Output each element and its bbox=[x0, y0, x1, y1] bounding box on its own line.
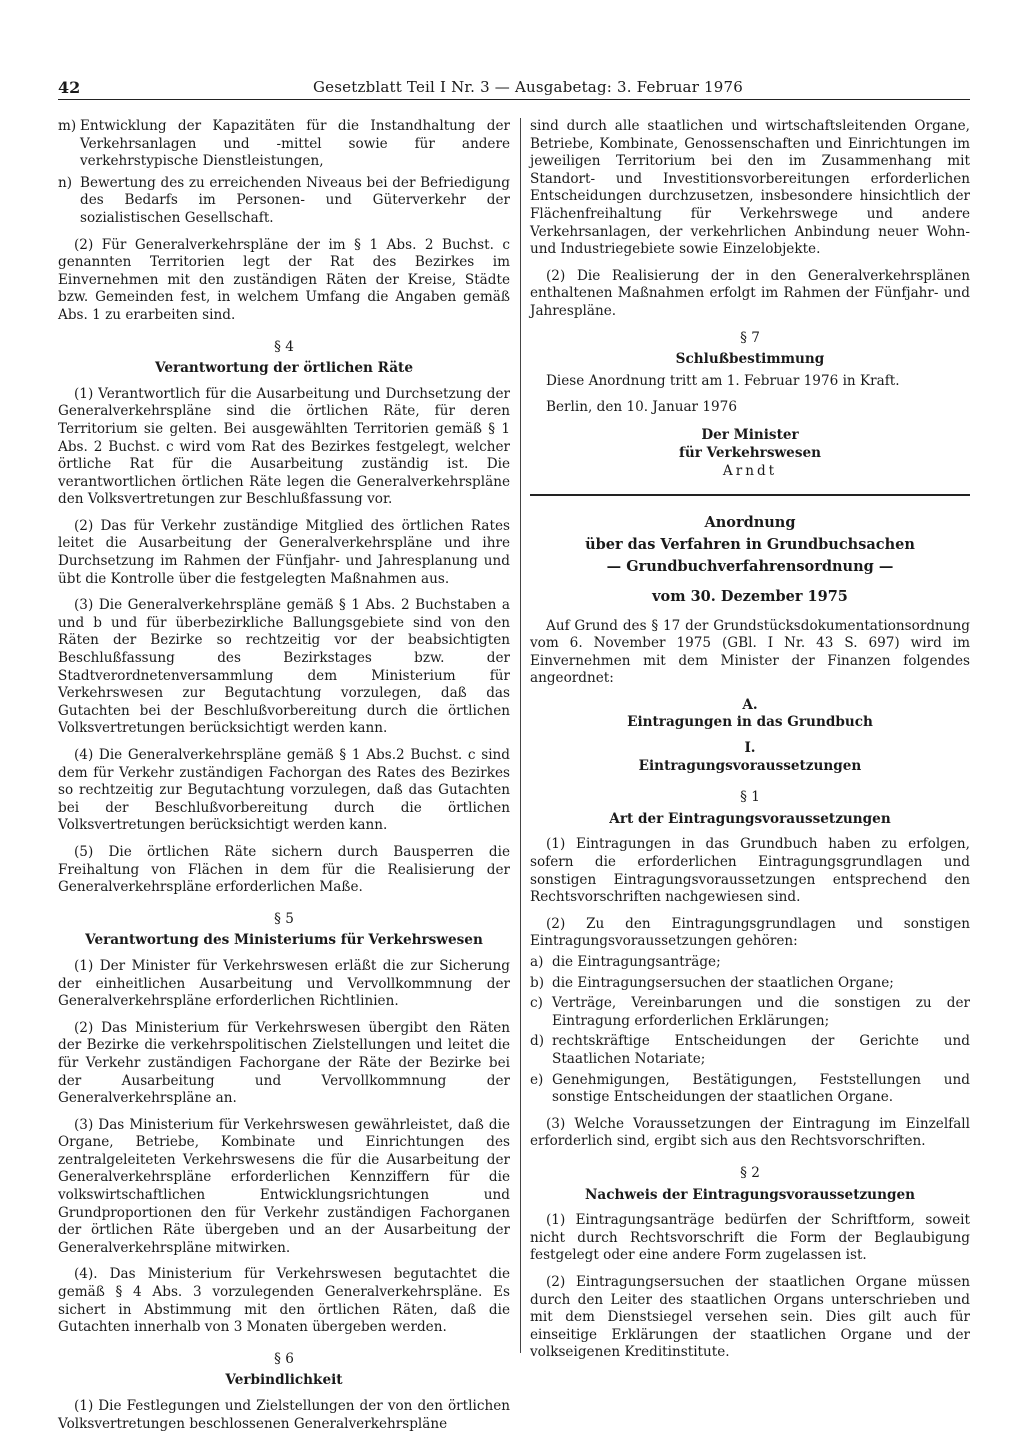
list-marker: c) bbox=[530, 995, 543, 1012]
part-heading: Eintragungen in das Grundbuch bbox=[627, 714, 873, 731]
paragraph: (2) Für Generalverkehrspläne der im § 1 Abs. 2 Buchst. c genannten Territorien legt der Rat des Bezirkes im Einvernehmen mit den zuständigen Räten der Kreise, Städte bzw. Gemeinden fest, in welchem Umfang die Angaben gemäß Abs. 1 zu erarbeiten sind. bbox=[58, 236, 510, 323]
paragraph: (2) Zu den Eintragungsgrundlagen und sonstigen Eintragungsvoraussetzungen gehören: bbox=[530, 915, 970, 950]
left-column bbox=[58, 118, 510, 1442]
signatory-title: Der Minister bbox=[701, 426, 799, 443]
section-heading: Verbindlichkeit bbox=[225, 1372, 343, 1389]
list-marker: n) bbox=[58, 174, 73, 191]
section-number: § 4 bbox=[274, 338, 294, 355]
title-line: Anordnung bbox=[704, 513, 796, 531]
paragraph: (3) Das Ministerium für Verkehrswesen gewährleistet, daß die Organe, Betriebe, Kombinate und Einrichtungen des zentralgeleiteten Verkehrswesens die für die Ausarbeitung der Generalverkehrspläne erforderlichen Kennziffern für die volkswirtschaftlichen Entwicklungsrichtungen und Grundproportionen den für Verkehr zuständigen Fachorganen der örtlichen Räte übergeben und an der Ausarbeitung der Generalverkehrspläne mitwirken. bbox=[58, 1116, 510, 1256]
paragraph: (2) Eintragungsersuchen der staatlichen Organe müssen durch den Leiter des staatlichen Organs unterschrieben und mit dem Dienstsiegel versehen sein. Dies gilt auch für einseitige Erklärungen der staatlichen Organe und der volkseigenen Kreditinstitute. bbox=[530, 1273, 970, 1361]
paragraph: (1) Die Festlegungen und Zielstellungen der von den örtlichen Volksvertretungen beschlossenen Generalverkehrspläne bbox=[58, 1398, 510, 1432]
list-item bbox=[530, 1033, 970, 1068]
column-divider bbox=[520, 118, 521, 1353]
running-head: Gesetzblatt Teil I Nr. 3 — Ausgabetag: 3. Februar 1976 bbox=[313, 78, 744, 96]
document-date: vom 30. Dezember 1975 bbox=[652, 587, 848, 605]
place-date: Berlin, den 10. Januar 1976 bbox=[546, 399, 737, 416]
chapter-number: I. bbox=[744, 740, 756, 757]
title-line: über das Verfahren in Grundbuchsachen bbox=[585, 535, 915, 553]
list-item bbox=[530, 995, 970, 1030]
paragraph: (1) Eintragungen in das Grundbuch haben zu erfolgen, sofern die erforderlichen Eintragungsgrundlagen und sonstigen Eintragungsvoraussetzungen entsprechend den Rechtsvorschriften nachgewiesen sind. bbox=[530, 836, 970, 906]
signature-block bbox=[530, 426, 970, 480]
list-marker: e) bbox=[530, 1071, 544, 1088]
title-line: — Grundbuchverfahrensordnung — bbox=[606, 557, 894, 575]
section-heading: Verantwortung des Ministeriums für Verkehrswesen bbox=[85, 932, 483, 949]
paragraph: (5) Die örtlichen Räte sichern durch Bausperren die Freihaltung von Flächen in dem für die Realisierung der Generalverkehrspläne erforderlichen Maße. bbox=[58, 843, 510, 896]
document-title bbox=[530, 512, 970, 578]
list-item-text: die Eintragungsersuchen der staatlichen Organe; bbox=[552, 974, 894, 991]
header-rule bbox=[58, 99, 970, 100]
section-number: § 2 bbox=[740, 1164, 760, 1181]
paragraph: (1) Eintragungsanträge bedürfen der Schriftform, soweit nicht durch Rechtsvorschrift die Form der Beglaubigung festgelegt oder eine andere Form zugelassen ist. bbox=[530, 1212, 970, 1264]
chapter-heading: Eintragungsvoraussetzungen bbox=[638, 757, 862, 774]
list-item bbox=[530, 975, 970, 993]
list-marker: m) bbox=[58, 118, 77, 134]
paragraph: sind durch alle staatlichen und wirtschaftsleitenden Organe, Betriebe, Kombinate, Genossenschaften und Einrichtungen im jeweiligen Territorium bei den im Zusammenhang mit Standort- und Investitionsvorbereitungen erforderlichen Entscheidungen durchzusetzen, insbesondere hinsichtlich der Flächenfreihaltung für Verkehrswege und andere Verkehrsanlagen, der verkehrlichen Anbindung neuer Wohn- und Industriegebiete sowie Einzelobjekte. bbox=[530, 118, 970, 258]
list-item-text: Verträge, Vereinbarungen und die sonstigen zu der Eintragung erforderlichen Erklärungen; bbox=[552, 995, 970, 1029]
list-item bbox=[530, 1072, 970, 1107]
paragraph: Diese Anordnung tritt am 1. Februar 1976 in Kraft. bbox=[546, 372, 900, 389]
section-number: § 7 bbox=[740, 329, 760, 346]
paragraph: (1) Der Minister für Verkehrswesen erläßt die zur Sicherung der einheitlichen Ausarbeitung und Vervollkommnung der Generalverkehrspläne erforderlichen Richtlinien. bbox=[58, 957, 510, 1010]
section-number: § 6 bbox=[274, 1350, 294, 1367]
right-column bbox=[530, 118, 970, 1371]
paragraph: (4). Das Ministerium für Verkehrswesen begutachtet die gemäß § 4 Abs. 3 vorzulegenden Generalverkehrspläne. Es sichert in Abstimmung mit den örtlichen Räten, daß die Gutachten innerhalb von 3 Monaten übergeben werden. bbox=[58, 1266, 510, 1336]
list-item bbox=[530, 954, 970, 972]
part-number: A. bbox=[742, 696, 758, 713]
section-number: § 1 bbox=[740, 789, 760, 806]
paragraph: (1) Verantwortlich für die Ausarbeitung und Durchsetzung der Generalverkehrspläne sind die örtlichen Räte, für deren Territorium sie gelten. Bei ausgewählten Territorien gemäß § 1 Abs. 2 Buchst. c wird vom Rat des Bezirkes festgelegt, welcher örtliche Rat für die Ausarbeitung zuständig ist. Die verantwortlichen örtlichen Räte legen die Generalverkehrspläne den Volksvertretungen zur Beschlußfassung vor. bbox=[58, 385, 510, 508]
section-heading: Verantwortung der örtlichen Räte bbox=[155, 360, 413, 377]
paragraph: (3) Die Generalverkehrspläne gemäß § 1 Abs. 2 Buchstaben a und b und für überbezirkliche Ballungsgebiete sind von den Räten der Bezirke so rechtzeitig vor der beabsichtigten Beschlußfassung des Bezirkstages bzw. der Stadtverordnetenversammlung dem Ministerium für Verkehrswesen zur Begutachtung vorzulegen, daß das Gutachten bei der Beschlußvorbereitung durch die örtlichen Volksvertretungen berücksichtigt werden kann. bbox=[58, 597, 510, 737]
paragraph: (2) Das Ministerium für Verkehrswesen übergibt den Räten der Bezirke die verkehrspolitischen Zielstellungen und leitet die für Verkehr zuständigen Fachorgane der Räte der Bezirke bei der Ausarbeitung und Vervollkommnung der Generalverkehrspläne an. bbox=[58, 1019, 510, 1107]
list-item bbox=[58, 175, 510, 228]
signatory-ministry: für Verkehrswesen bbox=[678, 444, 822, 461]
list-marker: a) bbox=[530, 954, 544, 970]
list-item-text: Bewertung des zu erreichenden Niveaus bei der Befriedigung des Bedarfs im Personen- und Güterverkehr der sozialistischen Gesellschaft. bbox=[80, 174, 510, 226]
list-item-text: Entwicklung der Kapazitäten für die Instandhaltung der Verkehrsanlagen und -mittel sowie für andere verkehrstypische Dienstleistungen, bbox=[80, 118, 510, 170]
paragraph: (4) Die Generalverkehrspläne gemäß § 1 Abs.2 Buchst. c sind dem für Verkehr zuständigen Fachorgan des Rates des Bezirkes so rechtzeitig zur Begutachtung vorzulegen, daß das Gutachten bei der Beschlußvorbereitung durch die örtlichen Volksvertretungen berücksichtigt werden kann. bbox=[58, 747, 510, 834]
section-heading: Nachweis der Eintragungsvoraussetzungen bbox=[584, 1186, 915, 1203]
paragraph: (3) Welche Voraussetzungen der Eintragung im Einzelfall erforderlich sind, ergibt sich aus den Rechtsvorschriften. bbox=[530, 1115, 970, 1150]
section-divider bbox=[530, 494, 970, 496]
section-number: § 5 bbox=[274, 910, 294, 927]
list-item-text: rechtskräftige Entscheidungen der Gerichte und Staatlichen Notariate; bbox=[552, 1033, 970, 1067]
page-number: 42 bbox=[58, 78, 81, 97]
list-marker: b) bbox=[530, 974, 545, 991]
section-heading: Schlußbestimmung bbox=[675, 351, 825, 368]
paragraph: (2) Die Realisierung der in den Generalverkehrsplänen enthaltenen Maßnahmen erfolgt im Rahmen der Fünfjahr- und Jahrespläne. bbox=[530, 267, 970, 319]
list-item bbox=[58, 118, 510, 171]
list-item-text: Genehmigungen, Bestätigungen, Feststellungen und sonstige Entscheidungen der staatlichen Organe. bbox=[552, 1071, 970, 1106]
section-heading: Art der Eintragungsvoraussetzungen bbox=[609, 810, 891, 827]
signatory-name: Arndt bbox=[722, 462, 778, 479]
list-item-text: die Eintragungsanträge; bbox=[552, 954, 721, 970]
list-marker: d) bbox=[530, 1033, 545, 1050]
preamble: Auf Grund des § 17 der Grundstücksdokumentationsordnung vom 6. November 1975 (GBl. I Nr. 43 S. 697) wird im Einvernehmen mit dem Minister der Finanzen folgendes angeordnet: bbox=[530, 617, 970, 687]
paragraph: (2) Das für Verkehr zuständige Mitglied des örtlichen Rates leitet die Ausarbeitung der Generalverkehrspläne und ihre Durchsetzung im Rahmen der Fünfjahr- und Jahresplanung und übt die Kontrolle über die festgelegten Maßnahmen aus. bbox=[58, 517, 510, 587]
